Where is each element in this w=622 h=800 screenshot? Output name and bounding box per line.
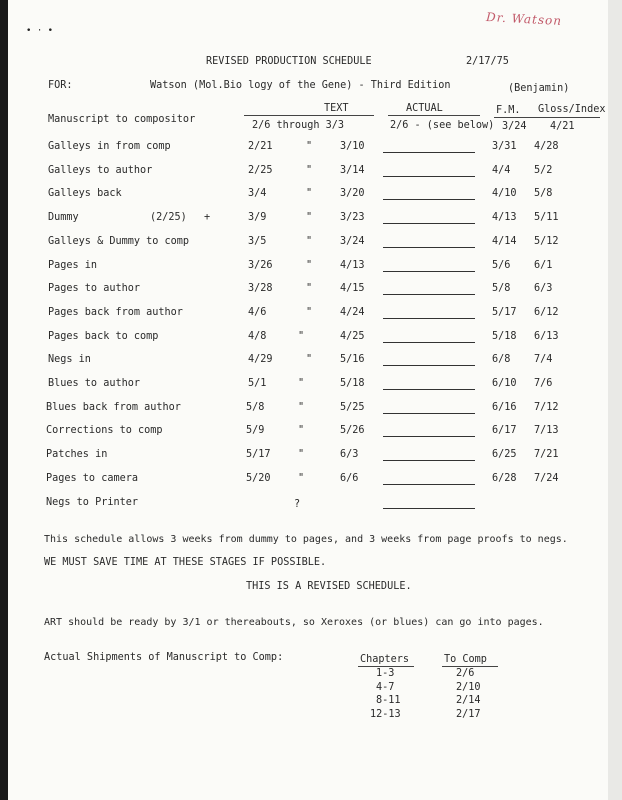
- row-label: Pages back from author: [48, 307, 183, 318]
- row-ditto-mark: ": [298, 449, 305, 460]
- row-text-end: 4/15: [340, 283, 365, 294]
- row-fm: 5/17: [492, 307, 517, 318]
- actual-date-blank: [383, 413, 475, 414]
- note-art: ART should be ready by 3/1 or thereabouts, so Xeroxes (or blues) can go into pages.: [44, 617, 544, 628]
- actual-date-blank: [383, 271, 475, 272]
- row-label: Pages to camera: [46, 473, 139, 484]
- row-ditto-mark: ": [306, 212, 313, 223]
- row-text-start: 5/20: [246, 473, 271, 484]
- row-fm: 4/14: [492, 236, 517, 247]
- row-fm: 6/17: [492, 425, 517, 436]
- row-gloss-index: 7/6: [534, 378, 553, 389]
- row-text-start: 3/26: [248, 260, 273, 271]
- scan-edge: [608, 0, 622, 800]
- row-label: Negs to Printer: [46, 497, 139, 508]
- note-revised: THIS IS A REVISED SCHEDULE.: [246, 581, 412, 592]
- row-gloss-index: 7/12: [534, 402, 559, 413]
- row-ditto-mark: ": [306, 236, 313, 247]
- actual-date-blank: [383, 199, 475, 200]
- actual-date-blank: [383, 294, 475, 295]
- shipment-chapters: 8-11: [376, 695, 401, 706]
- person-name: (Benjamin): [508, 83, 570, 94]
- row-label: Pages to author: [48, 283, 141, 294]
- actual-date-blank: [383, 152, 475, 153]
- column-header-text: TEXT: [324, 103, 349, 114]
- row-gloss-index: 7/13: [534, 425, 559, 436]
- row-gloss-index: 7/24: [534, 473, 559, 484]
- row-gloss-index: 7/21: [534, 449, 559, 460]
- row-ditto-mark: ": [298, 473, 305, 484]
- row-ditto-mark: ": [306, 354, 313, 365]
- row-gloss-index: 5/12: [534, 236, 559, 247]
- row-text-end: 4/25: [340, 331, 365, 342]
- row-label: Corrections to comp: [46, 425, 163, 436]
- row-ditto-mark: ?: [294, 499, 301, 510]
- row-text-end: 3/20: [340, 188, 365, 199]
- shipment-chapters: 4-7: [376, 681, 395, 693]
- row-label: Blues back from author: [46, 402, 181, 413]
- row-text-start: 3/4: [248, 188, 267, 199]
- row-text-end: 6/3: [340, 449, 359, 460]
- column-header-fm-gloss-rule: [494, 117, 600, 118]
- row-plus-mark: +: [204, 212, 211, 223]
- row-ditto-mark: ": [306, 283, 313, 294]
- row-label: Pages in: [48, 260, 98, 271]
- manuscript-actual: 2/6 - (see below): [390, 120, 495, 131]
- row-ditto-mark: ": [298, 378, 305, 389]
- row-text-end: 3/24: [340, 236, 365, 247]
- column-header-gloss: Gloss/Index: [538, 104, 606, 115]
- row-text-end: 5/26: [340, 425, 365, 436]
- manuscript-text-dates: 2/6 through 3/3: [252, 120, 345, 131]
- row-text-end: 4/24: [340, 307, 365, 318]
- row-extra-date: (2/25): [150, 212, 187, 223]
- row-text-start: 4/6: [248, 307, 267, 318]
- book-title: Watson (Mol.Bio logy of the Gene) - Third Edition: [150, 80, 451, 91]
- row-text-start: 5/9: [246, 425, 265, 436]
- shipment-date: 2/10: [456, 681, 481, 693]
- row-text-end: 6/6: [340, 473, 359, 484]
- row-label: Blues to author: [48, 378, 141, 389]
- row-ditto-mark: ": [306, 307, 313, 318]
- manuscript-fm: 3/24: [502, 121, 527, 132]
- actual-date-blank: [383, 176, 475, 177]
- actual-date-blank: [383, 365, 475, 366]
- row-gloss-index: 6/13: [534, 331, 559, 342]
- row-label: Dummy: [48, 212, 79, 223]
- for-label: FOR:: [48, 80, 73, 91]
- column-header-text-rule: [244, 115, 374, 116]
- row-ditto-mark: ": [306, 188, 313, 199]
- row-text-end: 3/10: [340, 141, 365, 152]
- row-text-start: 3/28: [248, 283, 273, 294]
- row-fm: 6/25: [492, 449, 517, 460]
- actual-date-blank: [383, 342, 475, 343]
- row-text-start: 2/21: [248, 141, 273, 152]
- shipment-chapters: 12-13: [370, 708, 401, 720]
- row-label: Galleys back: [48, 188, 122, 199]
- shipment-date: 2/17: [456, 708, 481, 720]
- row-gloss-index: 4/28: [534, 141, 559, 152]
- row-text-start: 4/29: [248, 354, 273, 365]
- actual-date-blank: [383, 436, 475, 437]
- actual-date-blank: [383, 389, 475, 390]
- note-allows: This schedule allows 3 weeks from dummy to pages, and 3 weeks from page proofs to negs.: [44, 534, 568, 545]
- row-text-start: 5/17: [246, 449, 271, 460]
- column-header-fm: F.M.: [496, 105, 521, 116]
- row-gloss-index: 6/3: [534, 283, 553, 294]
- row-fm: 6/28: [492, 473, 517, 484]
- shipments-col-tocomp: To Comp: [444, 654, 487, 665]
- row-gloss-index: 5/2: [534, 165, 553, 176]
- row-label: Patches in: [46, 449, 108, 460]
- row-label: Galleys in from comp: [48, 141, 171, 152]
- row-fm: 4/4: [492, 165, 511, 176]
- row-ditto-mark: ": [306, 165, 313, 176]
- shipments-col-chapters: Chapters: [360, 654, 410, 665]
- row-ditto-mark: ": [306, 141, 313, 152]
- row-label: Pages back to comp: [48, 331, 159, 342]
- manuscript-gloss: 4/21: [550, 121, 575, 132]
- manuscript-label: Manuscript to compositor: [48, 114, 196, 125]
- row-text-start: 5/1: [248, 378, 267, 389]
- row-label: Galleys & Dummy to comp: [48, 236, 190, 247]
- row-fm: 3/31: [492, 141, 517, 152]
- shipment-date: 2/14: [456, 695, 481, 706]
- row-fm: 6/10: [492, 378, 517, 389]
- row-gloss-index: 5/8: [534, 188, 553, 199]
- document-date: 2/17/75: [466, 56, 509, 67]
- row-text-start: 4/8: [248, 331, 267, 342]
- column-header-actual: ACTUAL: [406, 103, 443, 114]
- document-page: [8, 0, 608, 800]
- actual-date-blank: [383, 460, 475, 461]
- shipment-chapters: 1-3: [376, 668, 395, 679]
- row-gloss-index: 5/11: [534, 212, 559, 223]
- actual-date-blank: [383, 247, 475, 248]
- row-ditto-mark: ": [298, 425, 305, 436]
- row-fm: 5/18: [492, 331, 517, 342]
- row-text-end: 5/25: [340, 402, 365, 413]
- row-fm: 4/13: [492, 212, 517, 223]
- note-save-time: WE MUST SAVE TIME AT THESE STAGES IF POSSIBLE.: [44, 557, 327, 568]
- corner-marks: • · •: [26, 26, 54, 36]
- row-ditto-mark: ": [298, 331, 305, 342]
- actual-date-blank: [383, 484, 475, 485]
- row-text-end: 5/18: [340, 378, 365, 389]
- shipments-label: Actual Shipments of Manuscript to Comp:: [44, 652, 284, 663]
- shipments-col-chapters-rule: [358, 666, 414, 667]
- row-fm: 5/6: [492, 260, 511, 271]
- row-text-end: 5/16: [340, 354, 365, 365]
- shipment-date: 2/6: [456, 668, 475, 679]
- actual-date-blank: [383, 508, 475, 509]
- actual-date-blank: [383, 318, 475, 319]
- row-gloss-index: 6/1: [534, 260, 553, 271]
- row-fm: 6/16: [492, 402, 517, 413]
- row-text-end: 3/14: [340, 165, 365, 176]
- actual-date-blank: [383, 223, 475, 224]
- row-text-end: 4/13: [340, 260, 365, 271]
- shipments-col-tocomp-rule: [442, 666, 498, 667]
- row-fm: 4/10: [492, 188, 517, 199]
- page-title: REVISED PRODUCTION SCHEDULE: [206, 56, 372, 67]
- column-header-actual-rule: [388, 115, 480, 116]
- row-text-end: 3/23: [340, 212, 365, 223]
- row-text-start: 5/8: [246, 402, 265, 413]
- row-label: Galleys to author: [48, 165, 153, 176]
- row-ditto-mark: ": [298, 402, 305, 413]
- row-label: Negs in: [48, 354, 91, 365]
- row-fm: 5/8: [492, 283, 511, 294]
- row-ditto-mark: ": [306, 260, 313, 271]
- row-fm: 6/8: [492, 354, 511, 365]
- row-text-start: 2/25: [248, 165, 273, 176]
- row-gloss-index: 7/4: [534, 354, 553, 365]
- row-text-start: 3/9: [248, 212, 267, 223]
- row-gloss-index: 6/12: [534, 307, 559, 318]
- handwritten-annotation: Dr. Watson: [485, 10, 563, 28]
- row-text-start: 3/5: [248, 236, 267, 247]
